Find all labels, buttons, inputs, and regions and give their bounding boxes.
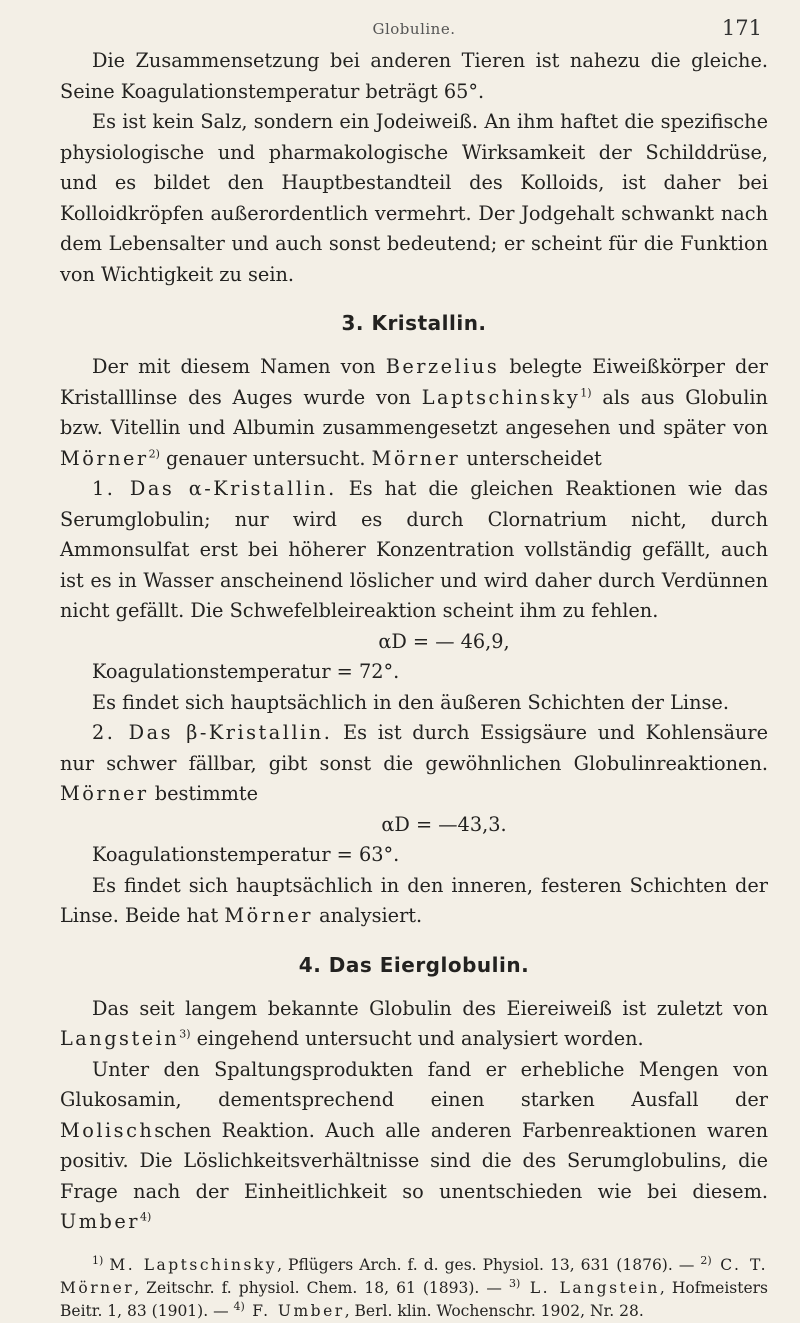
beta-rotation-formula: αD = —43,3. — [381, 812, 507, 836]
author-langstein: Langstein — [60, 1027, 180, 1050]
author-laptschinsky: Laptschinsky — [421, 385, 581, 409]
beta-kristallin-label: 2. Das β-Kristallin. — [92, 721, 333, 744]
alpha-coagulation-temperature: Koagulationstemperatur = 72°. — [92, 660, 400, 683]
beta-kristallin-paragraph: 2. Das β-Kristallin. Es ist durch Essigsäure und Kohlensäure nur schwer fällbar, gibt sonst die gewöhnlichen Globulinreaktionen. Mörner bestimmte — [60, 721, 768, 805]
alpha-rotation-formula: αD = — 46,9, — [378, 629, 510, 653]
beta-coagulation-temperature: Koagulationstemperatur = 63°. — [92, 843, 400, 866]
footnote-ref-2: 2) — [148, 447, 160, 461]
alpha-kristallin-paragraph: 1. Das α-Kristallin. Es hat die gleichen Reaktionen wie das Serumglobulin; nur wird es durch Clornatrium nicht, durch Ammonsulfat erst bei höherer Konzentration vollständig gefällt, auch ist es in Wasser anscheinend löslicher und wird daher durch Verdünnen nicht gefällt. Die Schwefelbleireaktion scheint ihm zu fehlen. — [60, 477, 769, 622]
author-moerner: Mörner — [224, 904, 313, 927]
footnote-ref-4: 4) — [140, 1210, 152, 1224]
footnote-mark-2: 2) — [700, 1253, 712, 1267]
footnotes — [60, 1254, 768, 1323]
section-4-paragraph-2: Unter den Spaltungsprodukten fand er erhebliche Mengen von Glukosamin, dementsprechend einen starken Ausfall der Molischschen Reaktion. Auch alle anderen Farbenreaktionen waren positiv. Die Löslichkeitsverhältnisse sind die des Serumglobulins, die Frage nach der Einheitlichkeit so unentschieden wie bei diesem. Umber$^{4)}$ — [60, 1057, 768, 1233]
footnote-mark-3: 3) — [508, 1276, 521, 1290]
running-head — [60, 14, 768, 46]
footnote-mark-1: 1) — [92, 1253, 104, 1267]
footnote-mark-4: 4) — [233, 1299, 245, 1313]
intro-paragraph-1: Die Zusammensetzung bei anderen Tieren ist nahezu die gleiche. Seine Koagulationstemperatur beträgt 65°. — [60, 49, 768, 103]
alpha-kristallin-label: 1. Das α-Kristallin. — [92, 477, 337, 500]
intro-paragraph-2: Es ist kein Salz, sondern ein Jodeiweiß. An ihm haftet die spezifische physiologische und pharmakologische Wirksamkeit der Schilddrüse, und es bildet den Hauptbestandteil des Kolloids, ist daher bei Kolloidkröpfen außerordentlich vermehrt. Der Jodgehalt schwankt nach dem Lebensalter und auch sonst bedeutend; er scheint für die Funktion von Wichtigkeit zu sein. — [60, 110, 768, 286]
author-umber: Umber — [60, 1210, 141, 1233]
page-number: 171 — [721, 16, 762, 40]
section-4-heading: 4. Das Eierglobulin. — [298, 952, 530, 977]
author-berzelius: Berzelius — [385, 355, 500, 378]
author-moerner: Mörner — [60, 782, 149, 805]
footnote-text: $^{1)}$ M. Laptschinsky, Pflügers Arch. f. d. ges. Physiol. 13, 631 (1876). — $^{2)}$ C. T. Mörner, Zeitschr. f. physiol. Chem. 18, 61 (1893). — $^{3)}$ L. Langstein, Hofmeisters Beitr. 1, 83 (1901). — $^{4)}$ F. Umber, Berl. klin. Wochenschr. 1902, Nr. 28. — [60, 1253, 769, 1320]
book-page — [60, 14, 768, 1323]
footnote-ref-3: 3) — [179, 1027, 191, 1041]
section-3-heading: 3. Kristallin. — [341, 311, 487, 335]
section-3-paragraph-1: Der mit diesem Namen von Berzelius belegte Eiweißkörper der Kristalllinse des Auges wurde von Laptschinsky$^{1)}$ als aus Globulin bzw. Vitellin und Albumin zusammengesetzt angesehen und später von Mörner$^{2)}$ genauer untersucht. Mörner unterscheidet — [60, 355, 769, 470]
beta-location-text: Es findet sich hauptsächlich in den inneren, festeren Schichten der Linse. Beide hat Mörner analysiert. — [60, 873, 768, 927]
footnote-ref-1: 1) — [580, 386, 592, 400]
running-title: Globuline. — [372, 20, 456, 38]
author-molisch: Molisch — [60, 1118, 155, 1142]
alpha-location-text: Es findet sich hauptsächlich in den äußeren Schichten der Linse. — [92, 690, 729, 714]
author-moerner: Mörner — [60, 446, 149, 470]
section-4-paragraph-1: Das seit langem bekannte Globulin des Eiereiweiß ist zuletzt von Langstein$^{3)}$ eingehend untersucht und analysiert worden. — [60, 996, 768, 1050]
author-moerner: Mörner — [371, 446, 461, 470]
